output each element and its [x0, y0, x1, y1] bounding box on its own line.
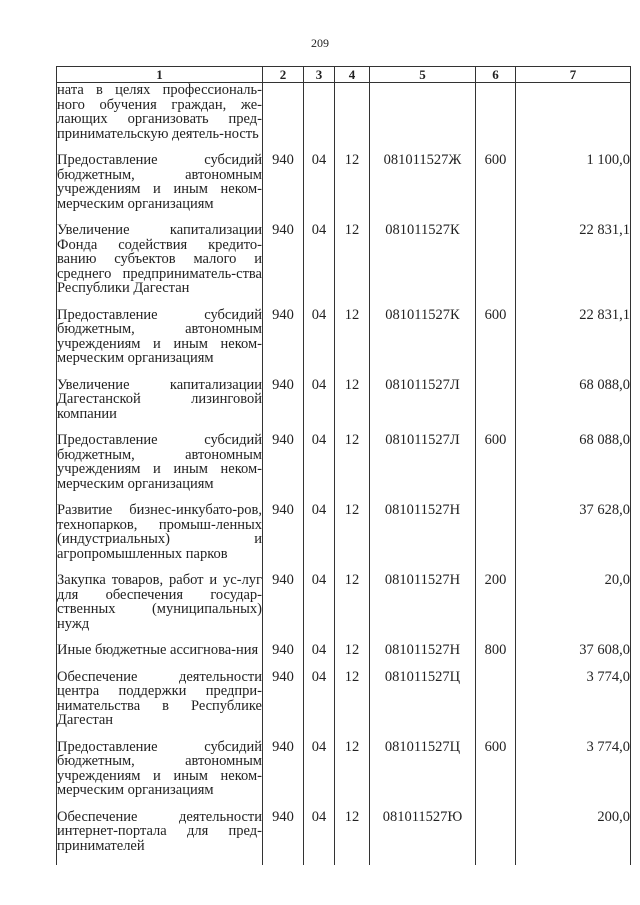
- section-code: 04: [304, 643, 335, 658]
- spacer-cell: [263, 728, 304, 740]
- subsection-code: 12: [335, 223, 370, 296]
- spacer-cell: [476, 211, 516, 223]
- item-name: Предоставление субсидий бюджетным, автономным учреждениям и иным неком-мерческим организациям: [57, 738, 262, 798]
- spacer-cell: [370, 296, 476, 308]
- spacer-cell: [304, 366, 335, 378]
- spacer-cell: [476, 728, 516, 740]
- amount: [516, 83, 631, 142]
- subsection-code: 12: [335, 740, 370, 798]
- ministry-code: 940: [263, 433, 304, 491]
- ministry-code: 940: [263, 503, 304, 561]
- spacer-cell: [57, 798, 263, 810]
- row-spacer: [57, 728, 631, 740]
- spacer-cell: [335, 366, 370, 378]
- section-code: 04: [304, 503, 335, 561]
- subsection-code: 12: [335, 378, 370, 422]
- ministry-code: 940: [263, 308, 304, 366]
- amount: 22 831,1: [516, 308, 631, 366]
- row-spacer: [57, 366, 631, 378]
- section-code: 04: [304, 740, 335, 798]
- section-code: [304, 83, 335, 142]
- target-article-code: 081011527Ц: [370, 740, 476, 798]
- target-article-code: 081011527К: [370, 223, 476, 296]
- expense-type-code: 600: [476, 153, 516, 211]
- table-row: [57, 643, 631, 658]
- amount: 22 831,1: [516, 223, 631, 296]
- subsection-code: 12: [335, 573, 370, 631]
- page-number: 209: [311, 36, 329, 50]
- spacer-cell: [516, 296, 631, 308]
- spacer-cell: [476, 296, 516, 308]
- section-code: 04: [304, 433, 335, 491]
- amount: 68 088,0: [516, 433, 631, 491]
- subsection-code: 12: [335, 433, 370, 491]
- ministry-code: 940: [263, 153, 304, 211]
- item-name: Иные бюджетные ассигнова-ния: [57, 643, 263, 658]
- spacer-cell: [304, 853, 335, 865]
- item-name: Обеспечение деятельности интернет-портала для пред-принимателей: [57, 808, 262, 854]
- spacer-cell: [516, 658, 631, 670]
- header-col-5: 5: [370, 67, 476, 83]
- header-col-6: 6: [476, 67, 516, 83]
- spacer-cell: [476, 658, 516, 670]
- spacer-cell: [335, 798, 370, 810]
- expense-type-code: [476, 810, 516, 854]
- spacer-cell: [57, 853, 263, 865]
- header-col-3: 3: [304, 67, 335, 83]
- expense-type-code: 600: [476, 308, 516, 366]
- target-article-code: 081011527Н: [370, 573, 476, 631]
- spacer-cell: [476, 798, 516, 810]
- header-col-1: 1: [57, 67, 263, 83]
- table-row: [57, 83, 631, 142]
- spacer-cell: [370, 366, 476, 378]
- target-article-code: 081011527Н: [370, 503, 476, 561]
- expense-type-code: 600: [476, 433, 516, 491]
- header-col-2: 2: [263, 67, 304, 83]
- spacer-cell: [57, 728, 263, 740]
- item-name: Предоставление субсидий бюджетным, автономным учреждениям и иным неком-мерческим организациям: [57, 152, 262, 212]
- spacer-cell: [57, 366, 263, 378]
- ministry-code: 940: [263, 378, 304, 422]
- spacer-cell: [263, 296, 304, 308]
- spacer-cell: [516, 853, 631, 865]
- spacer-cell: [370, 728, 476, 740]
- table-row: [57, 308, 631, 366]
- expense-type-code: [476, 83, 516, 142]
- amount: 3 774,0: [516, 740, 631, 798]
- spacer-cell: [476, 366, 516, 378]
- spacer-cell: [304, 296, 335, 308]
- target-article-code: 081011527Ж: [370, 153, 476, 211]
- item-name: Увеличение капитализации Фонда содействия кредито-ванию субъектов малого и среднего предприниматель-ства Республики Дагестан: [57, 222, 262, 296]
- table-row: [57, 153, 631, 211]
- table-body: [57, 83, 631, 866]
- subsection-code: 12: [335, 153, 370, 211]
- item-name: Закупка товаров, работ и ус-луг для обеспечения государ-ственных (муниципальных) нужд: [57, 572, 262, 632]
- spacer-cell: [335, 296, 370, 308]
- ministry-code: 940: [263, 740, 304, 798]
- table-row: [57, 573, 631, 631]
- expense-type-code: [476, 670, 516, 728]
- item-name: Развитие бизнес-инкубато-ров, технопарков, промыш-ленных (индустриальных) и агропромышленных парков: [57, 502, 262, 562]
- amount: 37 628,0: [516, 503, 631, 561]
- spacer-cell: [476, 491, 516, 503]
- section-code: 04: [304, 810, 335, 854]
- amount: 1 100,0: [516, 153, 631, 211]
- table-row: [57, 433, 631, 491]
- target-article-code: 081011527Ц: [370, 670, 476, 728]
- subsection-code: 12: [335, 643, 370, 658]
- ministry-code: 940: [263, 643, 304, 658]
- spacer-cell: [516, 728, 631, 740]
- ministry-code: 940: [263, 573, 304, 631]
- spacer-cell: [263, 366, 304, 378]
- table-header-row: [57, 67, 631, 83]
- table-row: [57, 223, 631, 296]
- amount: 20,0: [516, 573, 631, 631]
- row-spacer: [57, 853, 631, 865]
- spacer-cell: [263, 658, 304, 670]
- spacer-cell: [304, 798, 335, 810]
- item-name: Предоставление субсидий бюджетным, автономным учреждениям и иным неком-мерческим организациям: [57, 306, 262, 366]
- spacer-cell: [370, 658, 476, 670]
- spacer-cell: [370, 798, 476, 810]
- header-col-4: 4: [335, 67, 370, 83]
- expense-type-code: [476, 223, 516, 296]
- target-article-code: 081011527Л: [370, 433, 476, 491]
- expense-type-code: 200: [476, 573, 516, 631]
- section-code: 04: [304, 573, 335, 631]
- item-name: Предоставление субсидий бюджетным, автономным учреждениям и иным неком-мерческим организациям: [57, 432, 262, 492]
- row-spacer: [57, 798, 631, 810]
- spacer-cell: [335, 728, 370, 740]
- spacer-cell: [57, 296, 263, 308]
- target-article-code: [370, 83, 476, 142]
- row-spacer: [57, 658, 631, 670]
- table-row: [57, 670, 631, 728]
- expense-type-code: 800: [476, 643, 516, 658]
- expense-type-code: 600: [476, 740, 516, 798]
- subsection-code: [335, 83, 370, 142]
- target-article-code: 081011527Л: [370, 378, 476, 422]
- target-article-code: 081011527К: [370, 308, 476, 366]
- spacer-cell: [335, 658, 370, 670]
- spacer-cell: [516, 798, 631, 810]
- subsection-code: 12: [335, 308, 370, 366]
- spacer-cell: [263, 798, 304, 810]
- table-row: [57, 378, 631, 422]
- budget-table: [56, 66, 631, 865]
- row-spacer: [57, 296, 631, 308]
- spacer-cell: [263, 853, 304, 865]
- spacer-cell: [516, 366, 631, 378]
- spacer-cell: [57, 658, 263, 670]
- section-code: 04: [304, 378, 335, 422]
- amount: 68 088,0: [516, 378, 631, 422]
- ministry-code: 940: [263, 223, 304, 296]
- table-row: [57, 740, 631, 798]
- subsection-code: 12: [335, 503, 370, 561]
- ministry-code: 940: [263, 810, 304, 854]
- item-name: Обеспечение деятельности центра поддержки предпри-нимательства в Республике Дагестан: [57, 668, 262, 728]
- spacer-cell: [335, 853, 370, 865]
- item-name: ната в целях профессиональ-ного обучения граждан, же-лающих организовать пред-принимательскую деятель-ность: [57, 82, 262, 142]
- section-code: 04: [304, 153, 335, 211]
- expense-type-code: [476, 378, 516, 422]
- spacer-cell: [304, 658, 335, 670]
- expense-type-code: [476, 503, 516, 561]
- table-row: [57, 810, 631, 854]
- spacer-cell: [304, 728, 335, 740]
- ministry-code: [263, 83, 304, 142]
- subsection-code: 12: [335, 670, 370, 728]
- header-col-7: 7: [516, 67, 631, 83]
- target-article-code: 081011527Ю: [370, 810, 476, 854]
- amount: 200,0: [516, 810, 631, 854]
- spacer-cell: [476, 853, 516, 865]
- amount: 37 608,0: [516, 643, 631, 658]
- target-article-code: 081011527Н: [370, 643, 476, 658]
- ministry-code: 940: [263, 670, 304, 728]
- spacer-cell: [370, 853, 476, 865]
- subsection-code: 12: [335, 810, 370, 854]
- table-row: [57, 503, 631, 561]
- amount: 3 774,0: [516, 670, 631, 728]
- section-code: 04: [304, 670, 335, 728]
- item-name: Увеличение капитализации Дагестанской лизинговой компании: [57, 376, 262, 422]
- section-code: 04: [304, 223, 335, 296]
- section-code: 04: [304, 308, 335, 366]
